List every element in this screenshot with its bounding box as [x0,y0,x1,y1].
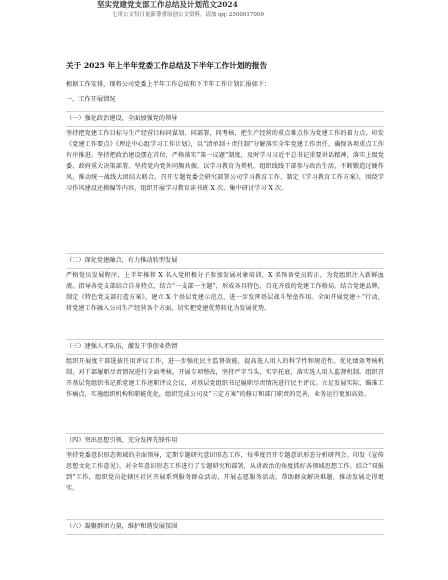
section-heading: （一）强化政治建设，全面加强党的领导 [66,111,384,127]
section-body: 严格党员发展程序，上半年推荐 X 名入党积极分子参加发展对象培训，X 名预备党员转正，为党组织注入新鲜血液。指导各党支部结合自身特点，结合“一支部一主题”，形成各具特色、百花齐放的党建工作格局。结合党建品牌，制定《特色党支部打造方案》，建立 X 个基层党建示范点，进一步发挥基层战斗堡垒作用。全面开展党建＋“行动，将党建工作融入公司生产经营各个方面，切实把党建优势转化为发展优势。 [66,272,384,312]
part-heading: 一、工作开展情况 [66,96,116,103]
section-body: 坚持党委意识形态领域的全面领导，定期专题研究意识形态工作，每季度召开专题意识形态分析研判会。印发《宣传思想文化工作意见》，对全年意识形态工作进行了专题研究和部署，从讲政治的角度抓好各领域思想工作。结合“双报到”工作，组织党员赴辖区社区开展系列服务群众活动，开展志愿服务活动，帮助群众解决难题，推动发展走得更实。 [66,452,384,492]
document-title: 关于 2025 年上半年党委工作总结及下半年工作计划的报告 [66,61,268,70]
section-body: 坚持把党建工作目标与生产经营目标同谋划、同部署、同考核，把生产经营的重点难点作为党建工作的着力点，印发《党建工作要点》《理论中心组学习工作计划》，以“清单制＋责任制”分解落实全年党建工作责任，确保各项重点工作有序推进。坚持把政治建设摆在首位，严格落实“第一议题”制度，及时学习习近平总书记重要讲话精神，落实上级党委、政府重大决策部署。坚持党内党外同频共振，以学习教育为契机，组织线线干部参与政治生活，不断锻造过硬作风，推动统一战线大团结大联合。召开专题党委会研究部署公司学习教育工作，制定《学习教育工作方案》，围绕学习作风建设还摸编等内容，组织开展学习教育读书班 X 次，集中研讨学习 X 次。 [66,130,384,192]
section-heading: （三）建强人才队伍，激发干事创业热情 [66,339,384,355]
intro-paragraph: 根据工作安排，现将公司党委上半年工作总结和下半年工作计划汇报如下： [66,81,271,88]
header-subtitle: 七哥公文每日更新尊重原创公文资料，请加 qq: 2500017009 [112,12,264,18]
header-title: 坚实党建党支部工作总结及计划范文2024 [97,0,238,9]
section-heading: （六）凝聚群团力量，维护和谐发展氛围 [66,519,384,535]
section-body: 组织开展度干部选拔任用评议工作，进一步强化民主监督效能，提高选人用人的科学性和规范性。优化绩效考核机制，对干部履职尽责情况进行全面考核。开展专项整改，坚持严字当头、实字托底，落实选人用人监督机制。组织召开基层党组织书记抓党建工作述职评议会议，对基层党组织书记履职尽责情况进行民主评议。立足发展实际，瞄准工作痛点，实施组织机构和职能优化，组织完成公司及“三定方案”的修订和部门职责的完善，业务运行更加高效。 [66,358,384,398]
section-heading: （四）突出思想引领，充分发挥先锋作用 [66,433,384,449]
section-heading: （二）深化党建融合，有力推动转型发展 [66,253,384,269]
